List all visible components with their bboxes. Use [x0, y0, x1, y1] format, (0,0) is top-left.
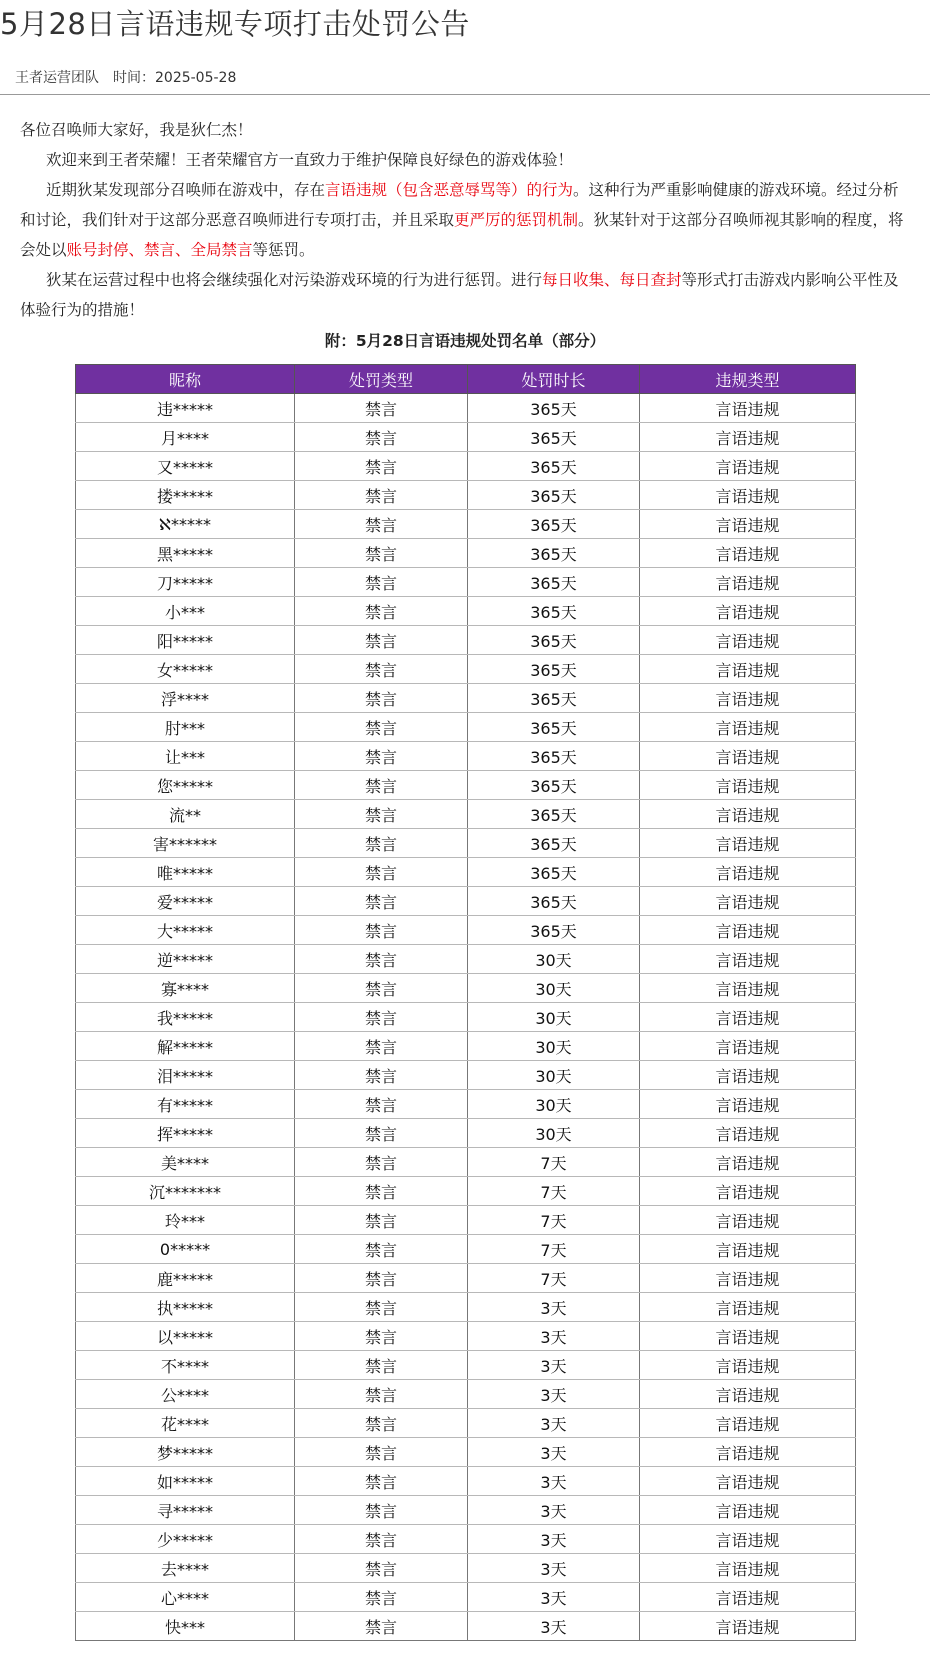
table-row [76, 510, 856, 539]
cell-penalty-type: 禁言 [295, 394, 468, 423]
table-row [76, 858, 856, 887]
table-row [76, 423, 856, 452]
highlight-text: 每日收集、每日查封 [542, 271, 682, 289]
cell-penalty-duration: 30天 [468, 1032, 640, 1061]
cell-penalty-duration: 30天 [468, 1119, 640, 1148]
cell-penalty-type: 禁言 [295, 1148, 468, 1177]
cell-penalty-type: 禁言 [295, 829, 468, 858]
cell-penalty-type: 禁言 [295, 1554, 468, 1583]
cell-penalty-duration: 365天 [468, 742, 640, 771]
cell-nickname: 花**** [76, 1409, 295, 1438]
cell-nickname: 肘*** [76, 713, 295, 742]
cell-nickname: 有***** [76, 1090, 295, 1119]
cell-violation-type: 言语违规 [640, 945, 856, 974]
cell-penalty-duration: 365天 [468, 510, 640, 539]
cell-violation-type: 言语违规 [640, 1235, 856, 1264]
table-row [76, 713, 856, 742]
enforcement-paragraph [20, 265, 904, 325]
table-body [76, 394, 856, 1641]
cell-penalty-type: 禁言 [295, 742, 468, 771]
cell-penalty-duration: 3天 [468, 1467, 640, 1496]
table-row [76, 1119, 856, 1148]
table-row [76, 597, 856, 626]
cell-violation-type: 言语违规 [640, 887, 856, 916]
cell-penalty-duration: 3天 [468, 1583, 640, 1612]
table-row [76, 1148, 856, 1177]
cell-nickname: 挥***** [76, 1119, 295, 1148]
cell-nickname: 唯***** [76, 858, 295, 887]
cell-penalty-type: 禁言 [295, 1409, 468, 1438]
table-row [76, 1206, 856, 1235]
cell-nickname: 爱***** [76, 887, 295, 916]
article-meta [15, 67, 236, 87]
cell-penalty-duration: 365天 [468, 568, 640, 597]
table-row [76, 1351, 856, 1380]
cell-penalty-duration: 30天 [468, 945, 640, 974]
cell-violation-type: 言语违规 [640, 1380, 856, 1409]
cell-violation-type: 言语违规 [640, 1090, 856, 1119]
cell-penalty-type: 禁言 [295, 1177, 468, 1206]
table-row [76, 1612, 856, 1641]
cell-penalty-type: 禁言 [295, 1467, 468, 1496]
header-divider [0, 94, 930, 95]
cell-nickname: 您***** [76, 771, 295, 800]
violation-paragraph [20, 175, 904, 265]
cell-nickname: 搂***** [76, 481, 295, 510]
cell-penalty-duration: 365天 [468, 626, 640, 655]
greeting-paragraph: 各位召唤师大家好，我是狄仁杰！ [20, 121, 253, 139]
cell-nickname: 解***** [76, 1032, 295, 1061]
cell-nickname: 月**** [76, 423, 295, 452]
table-header-row [76, 365, 856, 394]
cell-violation-type: 言语违规 [640, 974, 856, 1003]
table-row [76, 887, 856, 916]
table-row [76, 1264, 856, 1293]
cell-violation-type: 言语违规 [640, 1032, 856, 1061]
cell-penalty-duration: 3天 [468, 1525, 640, 1554]
cell-penalty-duration: 3天 [468, 1322, 640, 1351]
cell-penalty-duration: 3天 [468, 1409, 640, 1438]
table-row [76, 1322, 856, 1351]
highlight-text: 言语违规（包含恶意辱骂等）的行为 [325, 181, 574, 199]
cell-penalty-duration: 365天 [468, 423, 640, 452]
cell-nickname: 大***** [76, 916, 295, 945]
cell-nickname: 公**** [76, 1380, 295, 1409]
cell-penalty-duration: 365天 [468, 713, 640, 742]
cell-violation-type: 言语违规 [640, 568, 856, 597]
cell-penalty-type: 禁言 [295, 1351, 468, 1380]
cell-nickname: 浮**** [76, 684, 295, 713]
cell-penalty-duration: 365天 [468, 829, 640, 858]
cell-penalty-duration: 365天 [468, 858, 640, 887]
cell-penalty-duration: 7天 [468, 1235, 640, 1264]
cell-nickname: 逆***** [76, 945, 295, 974]
cell-penalty-type: 禁言 [295, 800, 468, 829]
table-row [76, 1554, 856, 1583]
cell-penalty-type: 禁言 [295, 1206, 468, 1235]
cell-penalty-type: 禁言 [295, 1032, 468, 1061]
cell-penalty-duration: 3天 [468, 1351, 640, 1380]
cell-penalty-type: 禁言 [295, 1090, 468, 1119]
header-violation-type: 违规类型 [640, 365, 856, 394]
cell-violation-type: 言语违规 [640, 1467, 856, 1496]
table-row [76, 1235, 856, 1264]
cell-nickname: 流** [76, 800, 295, 829]
text-run: 。狄某针对于这部分召唤师视其影响的程度，将会处以 [20, 211, 904, 259]
cell-penalty-type: 禁言 [295, 1003, 468, 1032]
text-run: 近期狄某发现部分召唤师在游戏中，存在 [46, 181, 326, 199]
cell-violation-type: 言语违规 [640, 1525, 856, 1554]
cell-penalty-type: 禁言 [295, 974, 468, 1003]
highlight-text: 更严厉的惩罚机制 [454, 211, 579, 229]
table-row [76, 1467, 856, 1496]
cell-penalty-duration: 365天 [468, 481, 640, 510]
cell-penalty-type: 禁言 [295, 1583, 468, 1612]
table-row [76, 1177, 856, 1206]
cell-penalty-type: 禁言 [295, 568, 468, 597]
penalty-table [75, 364, 856, 1641]
cell-nickname: 以***** [76, 1322, 295, 1351]
cell-penalty-type: 禁言 [295, 916, 468, 945]
text-run: 。这种行为严重影响健康的游戏环境。经过分析和讨论，我们针对于这部分恶意召唤师进行专项打击，并且采取 [20, 181, 899, 229]
cell-penalty-duration: 365天 [468, 394, 640, 423]
cell-nickname: 少***** [76, 1525, 295, 1554]
cell-violation-type: 言语违规 [640, 452, 856, 481]
table-row [76, 916, 856, 945]
cell-nickname: 又***** [76, 452, 295, 481]
author-name: 王者运营团队 [15, 70, 99, 86]
cell-nickname: 不**** [76, 1351, 295, 1380]
article-body [20, 115, 904, 325]
cell-violation-type: 言语违规 [640, 597, 856, 626]
cell-penalty-duration: 30天 [468, 1061, 640, 1090]
cell-penalty-type: 禁言 [295, 1525, 468, 1554]
cell-nickname: 寻***** [76, 1496, 295, 1525]
cell-violation-type: 言语违规 [640, 1264, 856, 1293]
cell-penalty-type: 禁言 [295, 1322, 468, 1351]
table-row [76, 655, 856, 684]
cell-penalty-duration: 365天 [468, 655, 640, 684]
cell-penalty-duration: 30天 [468, 1090, 640, 1119]
table-row [76, 1003, 856, 1032]
cell-penalty-type: 禁言 [295, 1438, 468, 1467]
cell-violation-type: 言语违规 [640, 481, 856, 510]
cell-penalty-duration: 3天 [468, 1496, 640, 1525]
cell-violation-type: 言语违规 [640, 1003, 856, 1032]
table-row [76, 800, 856, 829]
cell-violation-type: 言语违规 [640, 1206, 856, 1235]
table-row [76, 771, 856, 800]
cell-nickname: 沉******* [76, 1177, 295, 1206]
cell-penalty-type: 禁言 [295, 858, 468, 887]
cell-penalty-duration: 3天 [468, 1612, 640, 1641]
text-run: 等惩罚。 [252, 241, 315, 259]
table-row [76, 394, 856, 423]
table-row [76, 1496, 856, 1525]
cell-penalty-duration: 365天 [468, 684, 640, 713]
cell-penalty-type: 禁言 [295, 1119, 468, 1148]
cell-nickname: 0***** [76, 1235, 295, 1264]
cell-penalty-duration: 30天 [468, 1003, 640, 1032]
cell-penalty-type: 禁言 [295, 510, 468, 539]
cell-penalty-type: 禁言 [295, 423, 468, 452]
cell-penalty-type: 禁言 [295, 1380, 468, 1409]
cell-penalty-duration: 3天 [468, 1554, 640, 1583]
cell-penalty-type: 禁言 [295, 626, 468, 655]
cell-nickname: 害****** [76, 829, 295, 858]
cell-penalty-type: 禁言 [295, 1612, 468, 1641]
cell-violation-type: 言语违规 [640, 423, 856, 452]
cell-violation-type: 言语违规 [640, 858, 856, 887]
cell-violation-type: 言语违规 [640, 829, 856, 858]
table-row [76, 481, 856, 510]
cell-violation-type: 言语违规 [640, 800, 856, 829]
cell-penalty-type: 禁言 [295, 597, 468, 626]
table-row [76, 1061, 856, 1090]
cell-penalty-type: 禁言 [295, 887, 468, 916]
cell-penalty-type: 禁言 [295, 1293, 468, 1322]
cell-nickname: ℵ***** [76, 510, 295, 539]
cell-violation-type: 言语违规 [640, 626, 856, 655]
highlight-text: 账号封停、禁言、全局禁言 [66, 241, 253, 259]
table-row [76, 684, 856, 713]
table-row [76, 626, 856, 655]
table-row [76, 1380, 856, 1409]
cell-nickname: 小*** [76, 597, 295, 626]
cell-nickname: 黑***** [76, 539, 295, 568]
cell-violation-type: 言语违规 [640, 539, 856, 568]
cell-violation-type: 言语违规 [640, 713, 856, 742]
table-row [76, 1409, 856, 1438]
cell-violation-type: 言语违规 [640, 1583, 856, 1612]
cell-nickname: 快*** [76, 1612, 295, 1641]
table-row [76, 1090, 856, 1119]
table-row [76, 974, 856, 1003]
cell-nickname: 刀***** [76, 568, 295, 597]
cell-penalty-duration: 7天 [468, 1177, 640, 1206]
table-row [76, 1438, 856, 1467]
cell-penalty-type: 禁言 [295, 1496, 468, 1525]
table-row [76, 945, 856, 974]
table-row [76, 539, 856, 568]
cell-violation-type: 言语违规 [640, 1119, 856, 1148]
cell-nickname: 美**** [76, 1148, 295, 1177]
cell-violation-type: 言语违规 [640, 1293, 856, 1322]
page-title: 5月28日言语违规专项打击处罚公告 [0, 7, 470, 41]
cell-nickname: 女***** [76, 655, 295, 684]
time-label: 时间： [113, 70, 155, 86]
table-caption: 附：5月28日言语违规处罚名单（部分） [324, 332, 606, 350]
table-row [76, 742, 856, 771]
cell-violation-type: 言语违规 [640, 1177, 856, 1206]
text-run: 狄某在运营过程中也将会继续强化对污染游戏环境的行为进行惩罚。进行 [46, 271, 543, 289]
cell-violation-type: 言语违规 [640, 1061, 856, 1090]
cell-penalty-duration: 7天 [468, 1148, 640, 1177]
cell-penalty-type: 禁言 [295, 1061, 468, 1090]
header-penalty-duration: 处罚时长 [468, 365, 640, 394]
cell-penalty-type: 禁言 [295, 1264, 468, 1293]
cell-violation-type: 言语违规 [640, 742, 856, 771]
cell-nickname: 违***** [76, 394, 295, 423]
text-run: 等形式打击游戏内影响公平性及体验行为的措施！ [20, 271, 899, 319]
cell-nickname: 玲*** [76, 1206, 295, 1235]
cell-penalty-type: 禁言 [295, 771, 468, 800]
cell-nickname: 让*** [76, 742, 295, 771]
cell-penalty-type: 禁言 [295, 713, 468, 742]
cell-penalty-duration: 365天 [468, 771, 640, 800]
cell-penalty-duration: 365天 [468, 539, 640, 568]
cell-penalty-type: 禁言 [295, 684, 468, 713]
table-row [76, 1293, 856, 1322]
cell-penalty-type: 禁言 [295, 1235, 468, 1264]
table-row [76, 1583, 856, 1612]
cell-nickname: 阳***** [76, 626, 295, 655]
cell-violation-type: 言语违规 [640, 1148, 856, 1177]
cell-violation-type: 言语违规 [640, 1496, 856, 1525]
cell-nickname: 寡**** [76, 974, 295, 1003]
cell-nickname: 如***** [76, 1467, 295, 1496]
cell-nickname: 去**** [76, 1554, 295, 1583]
cell-violation-type: 言语违规 [640, 1612, 856, 1641]
cell-penalty-type: 禁言 [295, 452, 468, 481]
cell-penalty-duration: 3天 [468, 1438, 640, 1467]
table-row [76, 452, 856, 481]
cell-violation-type: 言语违规 [640, 771, 856, 800]
table-row [76, 568, 856, 597]
cell-nickname: 心**** [76, 1583, 295, 1612]
cell-penalty-type: 禁言 [295, 539, 468, 568]
cell-nickname: 泪***** [76, 1061, 295, 1090]
cell-penalty-duration: 365天 [468, 597, 640, 626]
cell-penalty-type: 禁言 [295, 481, 468, 510]
cell-penalty-duration: 30天 [468, 974, 640, 1003]
cell-violation-type: 言语违规 [640, 1438, 856, 1467]
cell-nickname: 我***** [76, 1003, 295, 1032]
cell-penalty-type: 禁言 [295, 655, 468, 684]
cell-violation-type: 言语违规 [640, 655, 856, 684]
cell-violation-type: 言语违规 [640, 510, 856, 539]
cell-penalty-duration: 7天 [468, 1206, 640, 1235]
cell-penalty-duration: 365天 [468, 452, 640, 481]
cell-violation-type: 言语违规 [640, 1351, 856, 1380]
cell-penalty-duration: 7天 [468, 1264, 640, 1293]
cell-nickname: 鹿***** [76, 1264, 295, 1293]
cell-violation-type: 言语违规 [640, 1409, 856, 1438]
table-row [76, 1525, 856, 1554]
cell-violation-type: 言语违规 [640, 1322, 856, 1351]
welcome-paragraph: 欢迎来到王者荣耀！王者荣耀官方一直致力于维护保障良好绿色的游戏体验！ [46, 151, 574, 169]
cell-penalty-duration: 365天 [468, 800, 640, 829]
cell-penalty-type: 禁言 [295, 945, 468, 974]
table-row [76, 829, 856, 858]
header-nickname: 昵称 [76, 365, 295, 394]
table-row [76, 1032, 856, 1061]
publish-date: 2025-05-28 [155, 70, 237, 86]
cell-penalty-duration: 3天 [468, 1293, 640, 1322]
cell-violation-type: 言语违规 [640, 1554, 856, 1583]
cell-penalty-duration: 365天 [468, 916, 640, 945]
cell-violation-type: 言语违规 [640, 916, 856, 945]
cell-nickname: 执***** [76, 1293, 295, 1322]
cell-nickname: 梦***** [76, 1438, 295, 1467]
cell-penalty-duration: 3天 [468, 1380, 640, 1409]
cell-violation-type: 言语违规 [640, 684, 856, 713]
cell-penalty-duration: 365天 [468, 887, 640, 916]
cell-violation-type: 言语违规 [640, 394, 856, 423]
header-penalty-type: 处罚类型 [295, 365, 468, 394]
